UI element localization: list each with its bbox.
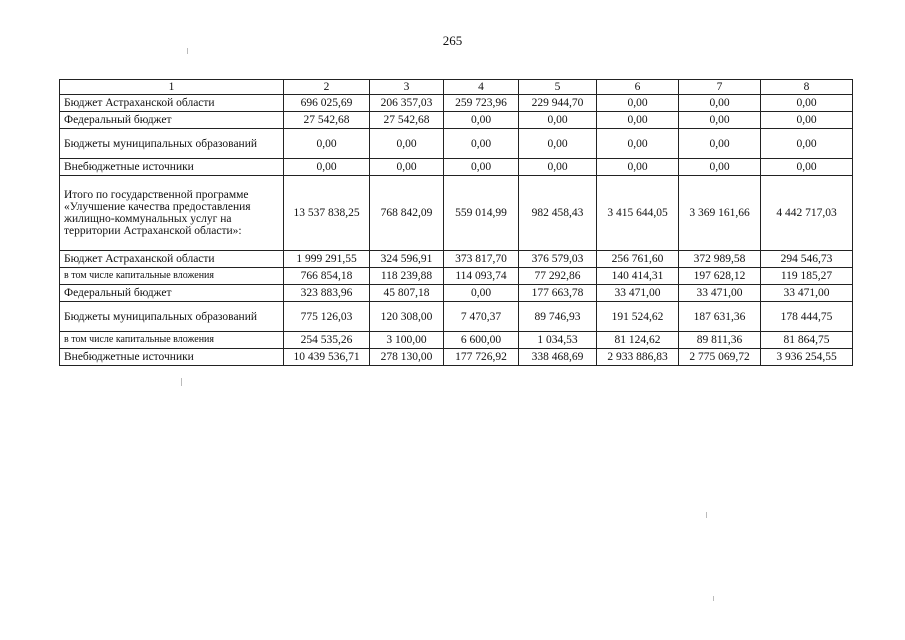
page-number: 265: [442, 33, 463, 48]
table-cell: 0,00: [444, 112, 519, 129]
table-cell: 3 369 161,66: [679, 176, 761, 251]
table-cell: 0,00: [679, 112, 761, 129]
table-cell: 0,00: [444, 129, 519, 159]
table-cell: 120 308,00: [370, 302, 444, 332]
table-cell: 191 524,62: [597, 302, 679, 332]
row-label: в том числе капитальные вложения: [60, 268, 284, 285]
table-cell: 0,00: [519, 112, 597, 129]
table-cell: 323 883,96: [284, 285, 370, 302]
table-cell: 0,00: [761, 129, 853, 159]
table-cell: 372 989,58: [679, 251, 761, 268]
table-cell: 3 936 254,55: [761, 349, 853, 366]
table-cell: 33 471,00: [597, 285, 679, 302]
table-header-row: [60, 80, 853, 95]
table-cell: 775 126,03: [284, 302, 370, 332]
table-cell: 229 944,70: [519, 95, 597, 112]
table-cell: 6 600,00: [444, 332, 519, 349]
table-cell: 559 014,99: [444, 176, 519, 251]
table-cell: 338 468,69: [519, 349, 597, 366]
row-label: Внебюджетные источники: [60, 159, 284, 176]
header-cell: 4: [444, 80, 519, 95]
table-cell: 0,00: [519, 129, 597, 159]
table-cell: 119 185,27: [761, 268, 853, 285]
row-label: Бюджет Астраханской области: [60, 251, 284, 268]
table-cell: 0,00: [444, 159, 519, 176]
table-row: [60, 332, 853, 349]
table-cell: 766 854,18: [284, 268, 370, 285]
table-cell: 259 723,96: [444, 95, 519, 112]
table-cell: 0,00: [519, 159, 597, 176]
table-row: [60, 129, 853, 159]
table-row: [60, 95, 853, 112]
header-cell: 2: [284, 80, 370, 95]
table-cell: 373 817,70: [444, 251, 519, 268]
table-cell: 324 596,91: [370, 251, 444, 268]
table-cell: 376 579,03: [519, 251, 597, 268]
table-cell: 10 439 536,71: [284, 349, 370, 366]
scan-mark: [706, 512, 707, 518]
table-cell: 2 775 069,72: [679, 349, 761, 366]
table-cell: 696 025,69: [284, 95, 370, 112]
row-label: Федеральный бюджет: [60, 285, 284, 302]
table-cell: 4 442 717,03: [761, 176, 853, 251]
table-cell: 33 471,00: [761, 285, 853, 302]
header-cell: 7: [679, 80, 761, 95]
table-cell: 3 415 644,05: [597, 176, 679, 251]
table-cell: 81 124,62: [597, 332, 679, 349]
table-row: [60, 349, 853, 366]
table-cell: 0,00: [679, 159, 761, 176]
header-cell: 5: [519, 80, 597, 95]
table-cell: 206 357,03: [370, 95, 444, 112]
table-cell: 13 537 838,25: [284, 176, 370, 251]
row-label: Бюджет Астраханской области: [60, 95, 284, 112]
table-cell: 0,00: [597, 95, 679, 112]
table-cell: 0,00: [444, 285, 519, 302]
table-row: [60, 268, 853, 285]
table-cell: 0,00: [761, 112, 853, 129]
row-label: Бюджеты муниципальных образований: [60, 302, 284, 332]
scan-mark: [187, 48, 188, 54]
row-label: Федеральный бюджет: [60, 112, 284, 129]
table-cell: 1 034,53: [519, 332, 597, 349]
table-row-program-total: [60, 176, 853, 251]
table-cell: 254 535,26: [284, 332, 370, 349]
table-row: [60, 251, 853, 268]
row-label: Внебюджетные источники: [60, 349, 284, 366]
table-row: [60, 112, 853, 129]
table-cell: 0,00: [679, 129, 761, 159]
table-cell: 0,00: [370, 159, 444, 176]
table-cell: 768 842,09: [370, 176, 444, 251]
table-cell: 0,00: [761, 95, 853, 112]
header-cell: 8: [761, 80, 853, 95]
table-cell: 89 811,36: [679, 332, 761, 349]
table-cell: 178 444,75: [761, 302, 853, 332]
budget-table: [59, 79, 853, 366]
scan-mark: [713, 596, 714, 601]
table-row: [60, 302, 853, 332]
table-cell: 27 542,68: [284, 112, 370, 129]
table-cell: 0,00: [597, 129, 679, 159]
row-label: Итого по государственной программе «Улучшение качества предоставления жилищно-коммунальных услуг на территории Астраханской области»:: [60, 176, 284, 251]
table-cell: 0,00: [761, 159, 853, 176]
table-cell: 278 130,00: [370, 349, 444, 366]
table-cell: 177 726,92: [444, 349, 519, 366]
table-cell: 0,00: [284, 159, 370, 176]
table-cell: 77 292,86: [519, 268, 597, 285]
table-cell: 187 631,36: [679, 302, 761, 332]
table-row: [60, 285, 853, 302]
table-cell: 118 239,88: [370, 268, 444, 285]
table-cell: 0,00: [284, 129, 370, 159]
table-row: [60, 159, 853, 176]
table-cell: 3 100,00: [370, 332, 444, 349]
table-cell: 81 864,75: [761, 332, 853, 349]
header-cell: 6: [597, 80, 679, 95]
table-cell: 27 542,68: [370, 112, 444, 129]
table-cell: 256 761,60: [597, 251, 679, 268]
row-label: в том числе капитальные вложения: [60, 332, 284, 349]
table-cell: 0,00: [597, 112, 679, 129]
table-cell: 7 470,37: [444, 302, 519, 332]
table-cell: 45 807,18: [370, 285, 444, 302]
header-cell: 1: [60, 80, 284, 95]
table-cell: 89 746,93: [519, 302, 597, 332]
table-cell: 114 093,74: [444, 268, 519, 285]
table-cell: 0,00: [370, 129, 444, 159]
table-cell: 0,00: [679, 95, 761, 112]
header-cell: 3: [370, 80, 444, 95]
table-cell: 177 663,78: [519, 285, 597, 302]
row-label: Бюджеты муниципальных образований: [60, 129, 284, 159]
table-cell: 1 999 291,55: [284, 251, 370, 268]
table-cell: 33 471,00: [679, 285, 761, 302]
table-cell: 2 933 886,83: [597, 349, 679, 366]
table-cell: 294 546,73: [761, 251, 853, 268]
table-cell: 197 628,12: [679, 268, 761, 285]
table-cell: 982 458,43: [519, 176, 597, 251]
table-cell: 140 414,31: [597, 268, 679, 285]
table-cell: 0,00: [597, 159, 679, 176]
scan-mark: [181, 378, 182, 386]
